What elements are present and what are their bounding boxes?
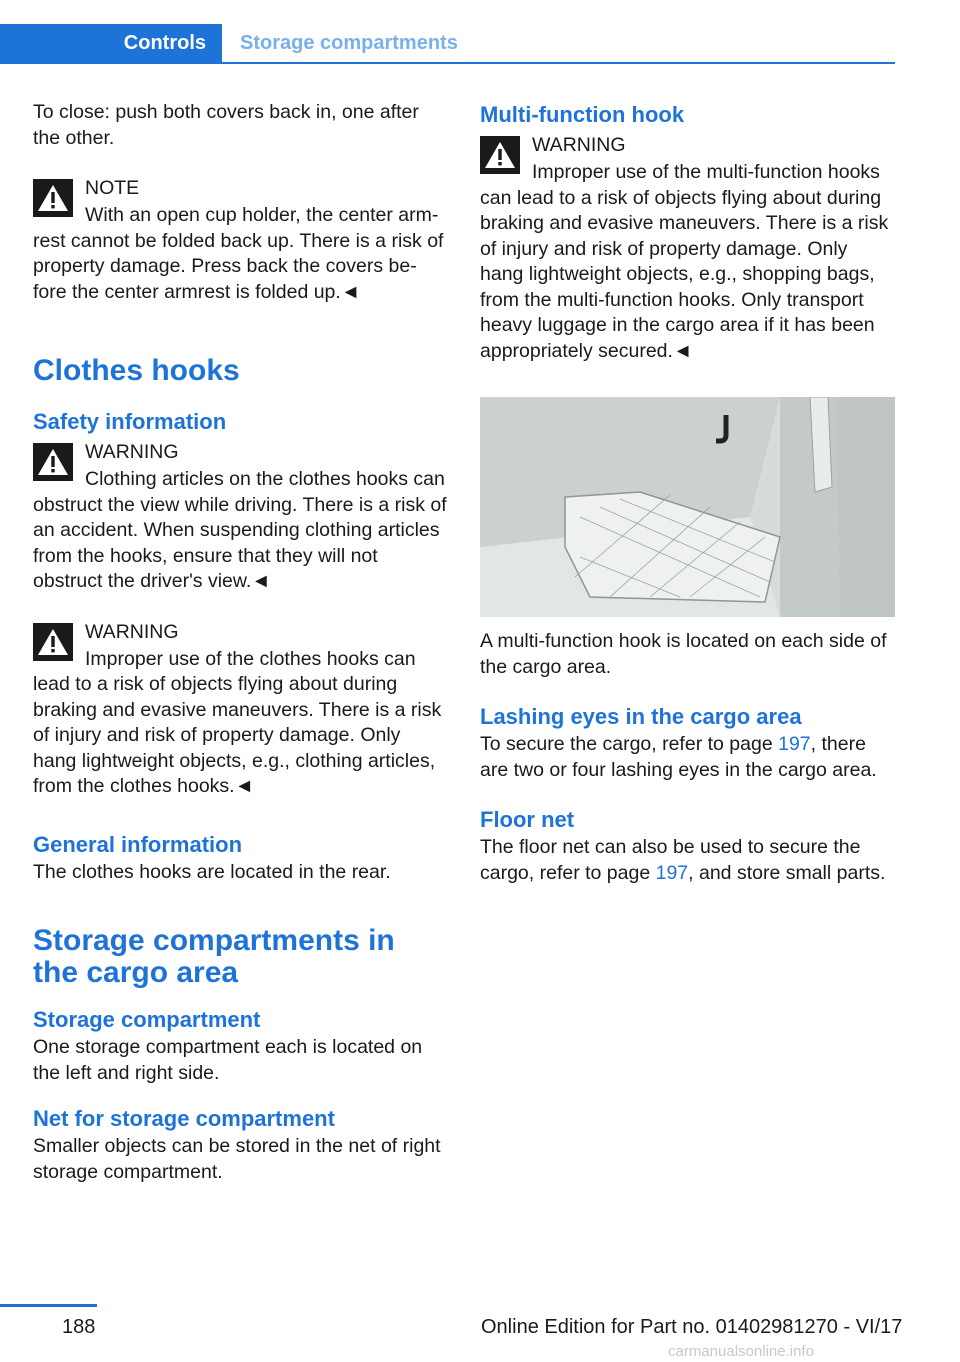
intro-paragraph: To close: push both covers back in, one after the other.: [33, 101, 419, 149]
heading-safety-information: Safety information: [33, 409, 227, 434]
lashing-text-pre: To secure the cargo, refer to page: [480, 733, 779, 755]
cargo-area-illustration: [480, 397, 895, 617]
heading-floor-net: Floor net: [480, 807, 575, 832]
heading-net-storage: Net for storage compartment: [33, 1106, 335, 1131]
edition-text: Online Edition for Part no. 01402981270 - VI/17: [481, 1316, 903, 1338]
warning-text: Improper use of the multi-function hooks can lead to a risk of objects flying about during braking and evasive maneuvers. There is a risk of injury and risk of property damage. Only hang lightweight objects, e.g., shopping bags, from the multi-function hooks. Only transport heavy luggage in the cargo area if it has been appropriately secured.◄: [480, 161, 889, 362]
warning-label: WARNING: [85, 441, 179, 463]
warning-text: Clothing articles on the clothes hooks can obstruct the view while driving. There is a risk of an accident. When suspending clothing articles from the hooks, ensure that they will not obstruct the driver's view.◄: [33, 468, 447, 592]
footer-rule: [0, 1304, 97, 1307]
warning-triangle-icon: [33, 443, 73, 481]
warning-triangle-icon: [480, 136, 520, 174]
warning-box-2: [33, 617, 448, 800]
heading-multi-function-hook: Multi-function hook: [480, 102, 685, 127]
floor-net-text: [480, 835, 895, 886]
general-text: The clothes hooks are located in the rear.: [33, 860, 391, 883]
heading-storage-compartments-cargo: Storage compartments in the cargo area: [33, 924, 395, 989]
tab-storage-compartments[interactable]: Storage compartments: [240, 31, 458, 54]
floor-text-pre: The floor net can also be used to secure the cargo, refer to page: [480, 836, 861, 884]
lashing-text-post: , there are two or four lashing eyes in the cargo area.: [480, 733, 877, 781]
page-link-197[interactable]: 197: [778, 733, 811, 755]
warning-triangle-icon: [33, 179, 73, 217]
hook-caption: A multi-function hook is located on each side of the cargo area.: [480, 630, 887, 678]
note-text: With an open cup holder, the center arm‐rest cannot be folded back up. There is a risk of property damage. Press back the covers be‐fore the center armrest is folded up.◄: [33, 204, 444, 303]
storage-compartment-text: One storage compartment each is located on the left and right side.: [33, 1036, 423, 1084]
heading-storage-compartment: Storage compartment: [33, 1007, 261, 1032]
heading-general-information: General information: [33, 831, 243, 857]
note-label: NOTE: [85, 177, 140, 199]
page-link-197[interactable]: 197: [655, 861, 689, 884]
page-number: 188: [62, 1316, 96, 1338]
note-box: [33, 173, 448, 305]
heading-lashing-eyes: Lashing eyes in the cargo area: [480, 704, 802, 729]
warning-label: WARNING: [532, 134, 626, 156]
lashing-text: [480, 732, 895, 783]
warning-text: Improper use of the clothes hooks can lead to a risk of objects flying about during braking and evasive maneuvers. There is a risk of injury and risk of property damage. Only hang lightweight objects, e.g., clothing articles, from the clothes hooks.◄: [33, 647, 442, 797]
warning-box-3: [480, 130, 895, 364]
heading-clothes-hooks: Clothes hooks: [33, 354, 240, 387]
floor-text-post: , and store small parts.: [688, 861, 886, 884]
right-column: [480, 100, 895, 886]
header-bar: [0, 24, 895, 64]
warning-triangle-icon: [33, 623, 73, 661]
net-storage-text: Smaller objects can be stored in the net of right storage compartment.: [33, 1135, 441, 1183]
tab-controls[interactable]: Controls: [0, 24, 222, 62]
warning-label: WARNING: [85, 620, 179, 643]
watermark: carmanualsonline.info: [668, 1343, 814, 1360]
left-column: [33, 100, 448, 1185]
warning-box-1: [33, 437, 448, 595]
